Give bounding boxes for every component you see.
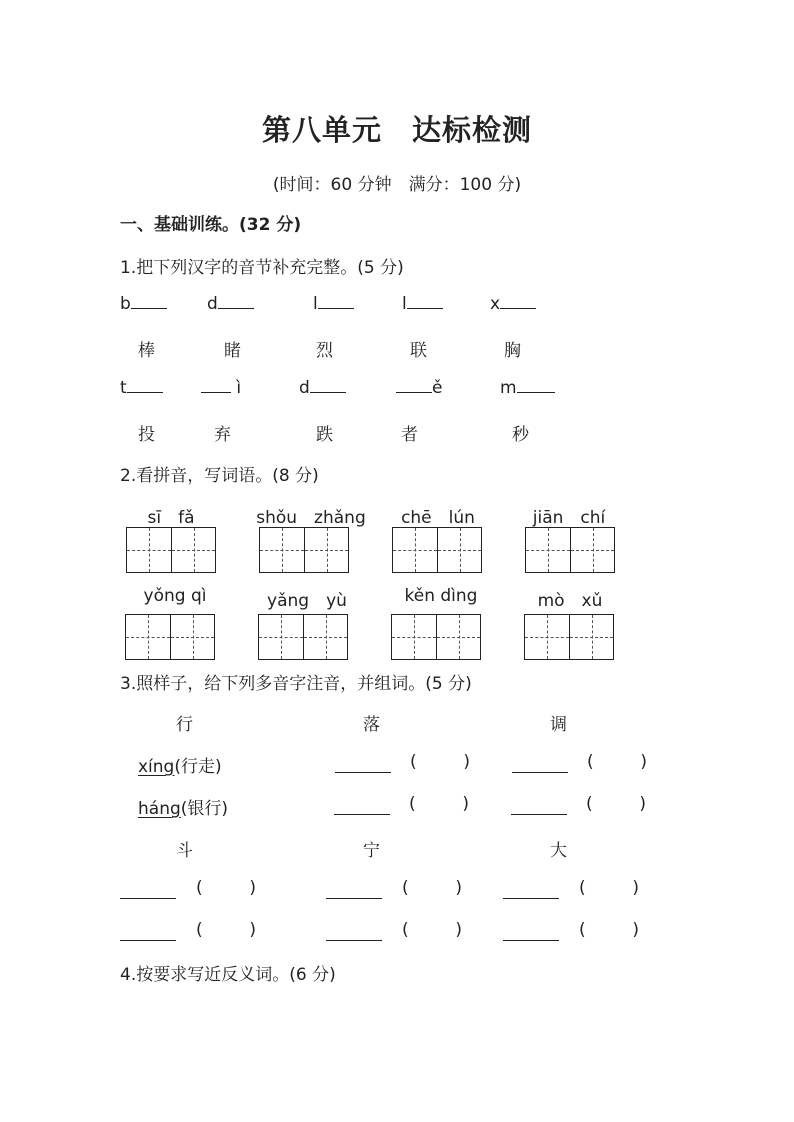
word-paren[interactable]: ( )	[196, 878, 256, 898]
hanzi: 弃	[214, 425, 231, 445]
exam-info: (时间：60 分钟 满分：100 分)	[272, 175, 522, 195]
answer-blank[interactable]	[120, 940, 176, 941]
answer-blank[interactable]	[511, 814, 567, 815]
word-paren[interactable]: ( )	[402, 878, 462, 898]
hanzi: 睹	[224, 341, 241, 361]
word-paren[interactable]: ( )	[196, 920, 256, 940]
hanzi: 者	[401, 425, 418, 445]
pinyin-label: yǎng yù	[267, 591, 347, 611]
polyphone-char: 斗	[176, 841, 193, 861]
answer-blank[interactable]	[503, 940, 559, 941]
answer-blank[interactable]	[218, 307, 254, 309]
syllable-item: b	[120, 294, 167, 314]
syllable-item: d	[299, 378, 346, 398]
writing-grid[interactable]	[125, 614, 215, 660]
writing-grid[interactable]	[259, 527, 349, 573]
syllable-item: ě	[396, 378, 442, 398]
question-1-prompt: 1.把下列汉字的音节补充完整。(5 分)	[120, 258, 404, 278]
word-paren[interactable]: ( )	[410, 752, 470, 772]
answer-blank[interactable]	[335, 772, 391, 773]
hanzi: 棒	[138, 341, 155, 361]
section-heading: 一、基础训练。(32 分)	[120, 215, 302, 235]
word-paren[interactable]: ( )	[402, 920, 462, 940]
pinyin-label: mò xǔ	[537, 591, 603, 611]
word-paren[interactable]: ( )	[579, 920, 639, 940]
answer-blank[interactable]	[512, 772, 568, 773]
hanzi: 跌	[316, 425, 333, 445]
hanzi: 烈	[316, 341, 333, 361]
answer-blank[interactable]	[120, 898, 176, 899]
polyphone-char: 调	[550, 715, 567, 735]
syllable-item: ì	[201, 378, 241, 398]
question-4-prompt: 4.按要求写近反义词。(6 分)	[120, 965, 336, 985]
polyphone-char: 大	[550, 841, 567, 861]
syllable-item: d	[207, 294, 254, 314]
answer-blank[interactable]	[500, 307, 536, 309]
polyphone-char: 落	[363, 715, 380, 735]
syllable-item: x	[490, 294, 536, 314]
syllable-item: m	[500, 378, 555, 398]
example-word: (行走)	[174, 757, 222, 777]
writing-grid[interactable]	[258, 614, 348, 660]
pinyin-label: shǒu zhǎng	[256, 508, 366, 528]
pinyin-label: kěn dìng	[404, 586, 478, 606]
writing-grid[interactable]	[391, 614, 481, 660]
word-paren[interactable]: ( )	[586, 794, 646, 814]
question-2-prompt: 2.看拼音，写词语。(8 分)	[120, 466, 319, 486]
answer-blank[interactable]	[131, 307, 167, 309]
answer-blank[interactable]	[396, 391, 432, 393]
pinyin-label: jiān chí	[532, 508, 606, 528]
word-paren[interactable]: ( )	[409, 794, 469, 814]
answer-blank[interactable]	[334, 814, 390, 815]
pinyin-label: sī fǎ	[147, 508, 195, 528]
word-paren[interactable]: ( )	[579, 878, 639, 898]
example-word: (银行)	[180, 799, 229, 819]
pinyin-label: chē lún	[401, 508, 475, 528]
writing-grid[interactable]	[392, 527, 482, 573]
polyphone-char: 行	[176, 715, 193, 735]
polyphone-char: 宁	[363, 841, 380, 861]
answer-blank[interactable]	[127, 391, 163, 393]
word-paren[interactable]: ( )	[587, 752, 647, 772]
hanzi: 联	[410, 341, 427, 361]
question-3-prompt: 3.照样子，给下列多音字注音，并组词。(5 分)	[120, 674, 472, 694]
example-row	[138, 752, 222, 777]
hanzi: 胸	[504, 341, 521, 361]
syllable-item: l	[402, 294, 443, 314]
pinyin-label: yǒng qì	[143, 586, 207, 606]
answer-blank[interactable]	[201, 391, 231, 393]
page-title: 第八单元 达标检测	[261, 113, 532, 147]
hanzi: 秒	[512, 425, 529, 445]
example-row	[138, 794, 228, 819]
answer-blank[interactable]	[326, 898, 382, 899]
answer-blank[interactable]	[503, 898, 559, 899]
writing-grid[interactable]	[525, 527, 615, 573]
answer-blank[interactable]	[310, 391, 346, 393]
hanzi: 投	[138, 425, 155, 445]
syllable-item: t	[120, 378, 163, 398]
writing-grid[interactable]	[524, 614, 614, 660]
writing-grid[interactable]	[126, 527, 216, 573]
syllable-item: l	[313, 294, 354, 314]
answer-blank[interactable]	[326, 940, 382, 941]
answer-blank[interactable]	[407, 307, 443, 309]
example-pinyin: xíng	[138, 757, 175, 777]
answer-blank[interactable]	[517, 391, 555, 393]
answer-blank[interactable]	[318, 307, 354, 309]
example-pinyin: háng	[138, 799, 181, 819]
